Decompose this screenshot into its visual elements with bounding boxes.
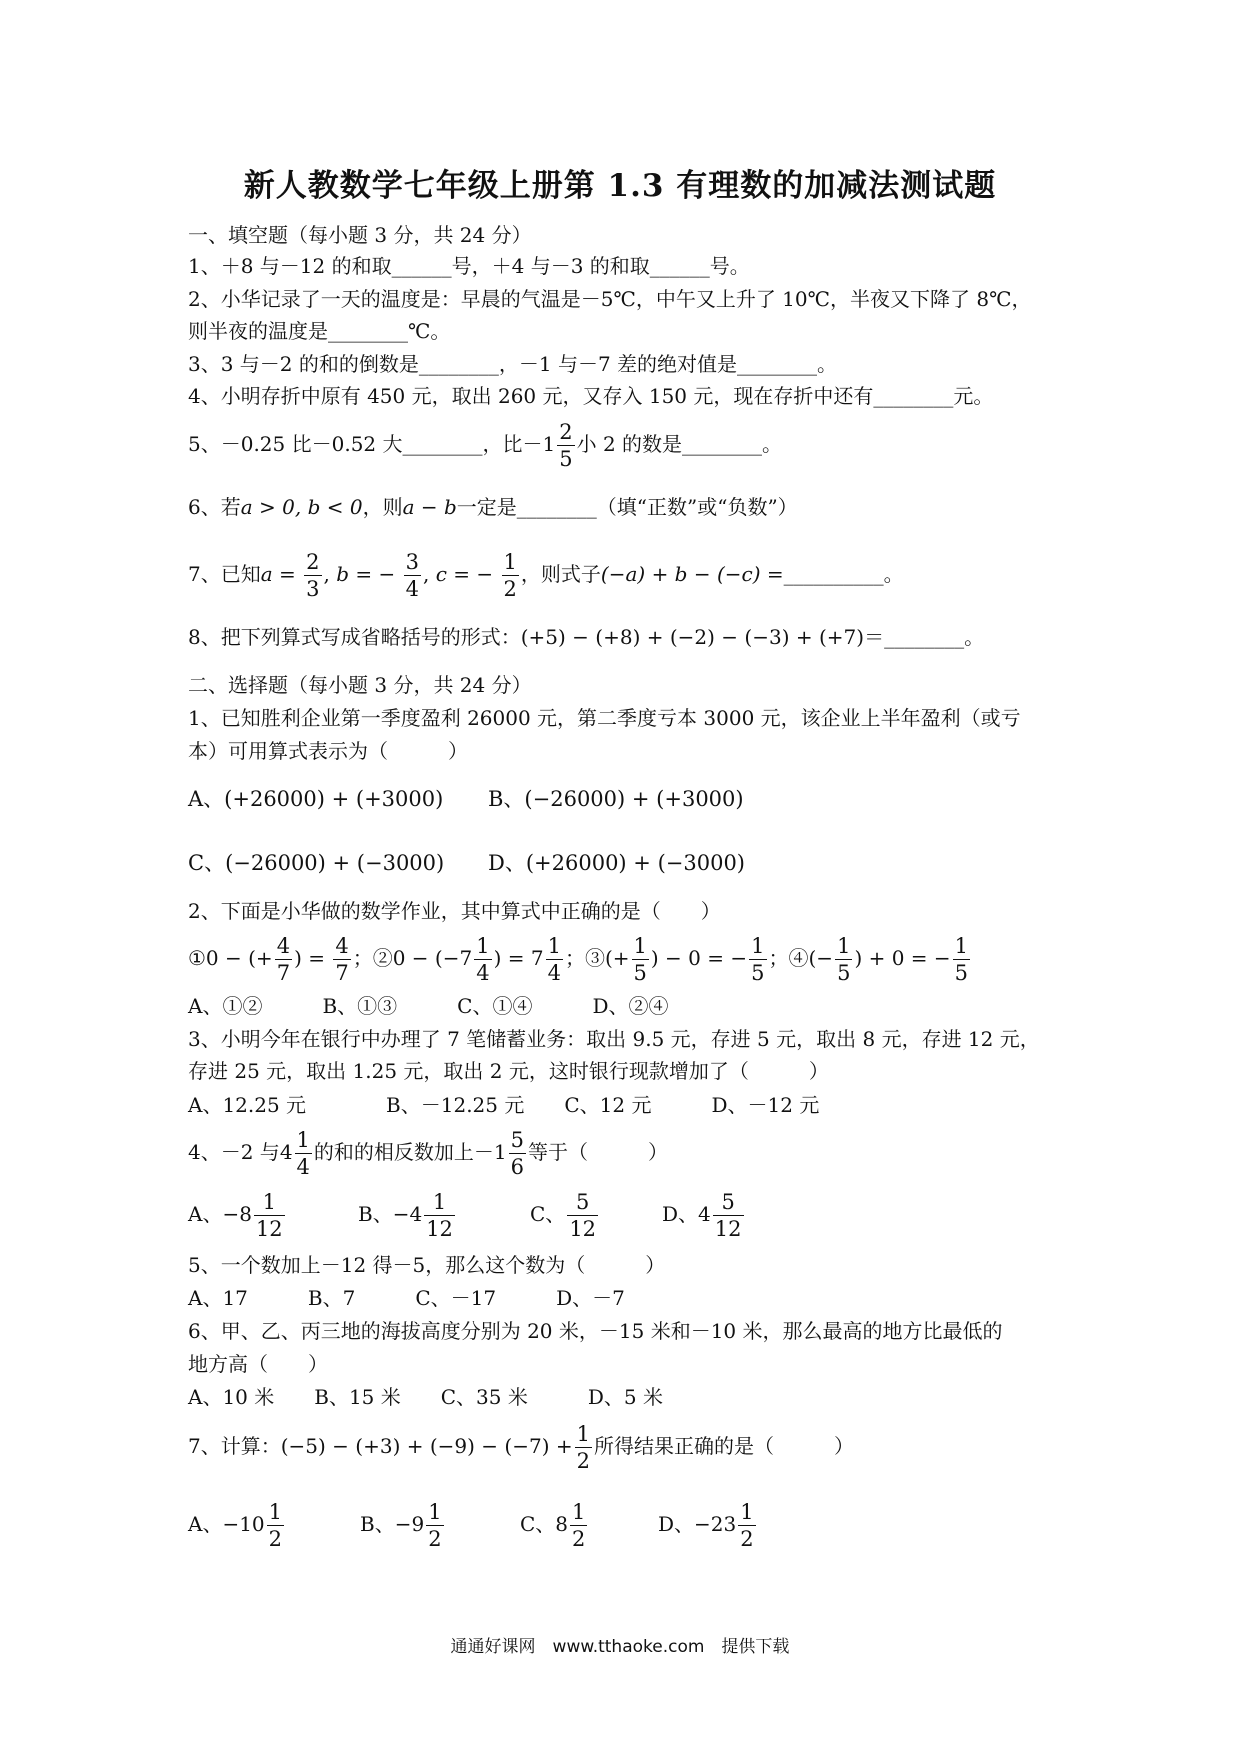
choice-q4-options: A、−8 $\frac{1}{12}$ B、−4 $\frac{1}{12}$ C、 $\frac{5}{12}$ D、4 $\frac{5}{12}$: [188, 1190, 742, 1241]
choice-q2-options: A、①② B、①③ C、①④ D、②④: [188, 994, 669, 1018]
fill-q4: 4、小明存折中原有 450 元，取出 260 元，又存入 150 元，现在存折中还有________元。: [188, 384, 994, 408]
fill-q6: 6、若a > 0, b < 0，则a − b一定是________（填“正数”或“负数”）: [188, 495, 798, 519]
choice-q4: 4、－2 与4 $\frac{1}{4}$ 的和的相反数加上－1 $\frac{5}{6}$ 等于（ ）: [188, 1128, 669, 1179]
choice-q3-options: A、12.25 元 B、－12.25 元 C、12 元 D、－12 元: [188, 1093, 820, 1117]
section1-heading: 一、填空题（每小题 3 分，共 24 分）: [188, 223, 532, 247]
fraction-two-thirds: $\frac{2}{3}$: [306, 550, 320, 601]
choice-q6-line1: 6、甲、乙、丙三地的海拔高度分别为 20 米，－15 米和－10 米，那么最高的地方比最低的: [188, 1319, 1003, 1343]
fill-q2-line1: 2、小华记录了一天的温度是：早晨的气温是－5℃，中午又上升了 10℃，半夜又下降了 8℃，: [188, 287, 1032, 311]
fill-q8: 8、把下列算式写成省略括号的形式：(+5) − (+8) + (−2) − (−3) + (+7)＝________。: [188, 625, 985, 649]
fill-q7: 7、已知a = $\frac{2}{3}$ , b = − $\frac{3}{4}$ , c = − $\frac{1}{2}$ ，则式子(−a) + b − (−c) =__________。: [188, 550, 904, 601]
footer-credit: 通通好课网 www.tthaoke.com 提供下载: [450, 1637, 790, 1657]
choice-q1-options-cd: C、(−26000) + (−3000) D、(+26000) + (−3000): [188, 851, 745, 875]
page-title: 新人教数学七年级上册第 1.3 有理数的加减法测试题: [243, 168, 997, 204]
choice-q7-options: A、−10 $\frac{1}{2}$ B、−9 $\frac{1}{2}$ C、8 $\frac{1}{2}$ D、−23 $\frac{1}{2}$: [188, 1500, 754, 1551]
choice-q6-line2: 地方高（ ）: [188, 1352, 328, 1376]
fill-q3: 3、3 与－2 的和的倒数是________，－1 与－7 差的绝对值是________。: [188, 352, 838, 376]
fill-q5: 5、－0.25 比－0.52 大________，比－1 $\frac{2}{5}$ 小 2 的数是________。: [188, 420, 783, 471]
choice-q2-equations: ①0 − (+ $\frac{4}{7}$ ) = $\frac{4}{7}$ ；②0 − (−7 $\frac{1}{4}$ ) = 7 $\frac{1}{4}$ ；③(+ $\frac{1}{5}$ ) − 0 = − $\frac{1}{5}$ ；④(− $\frac{1}{5}$ ) + 0 = − $\frac{1}{5}$: [188, 934, 969, 985]
fill-q2-line2: 则半夜的温度是________℃。: [188, 319, 451, 343]
choice-q1-options-ab: A、(+26000) + (+3000) B、(−26000) + (+3000): [188, 787, 744, 811]
section2-heading: 二、选择题（每小题 3 分，共 24 分）: [188, 673, 532, 697]
fraction-two-fifths: $\frac{2}{5}$: [559, 420, 573, 471]
fraction-one-half: $\frac{1}{2}$: [503, 550, 517, 601]
choice-q1-line1: 1、已知胜利企业第一季度盈利 26000 元，第二季度亏本 3000 元，该企业上半年盈利（或亏: [188, 706, 1021, 730]
choice-q7: 7、计算：(−5) − (+3) + (−9) − (−7) + $\frac{1}{2}$ 所得结果正确的是（ ）: [188, 1422, 854, 1473]
fill-q1: 1、＋8 与－12 的和取______号，＋4 与－3 的和取______号。: [188, 254, 750, 278]
choice-q5-options: A、17 B、7 C、－17 D、－7: [188, 1286, 625, 1310]
choice-q3-line2: 存进 25 元，取出 1.25 元，取出 2 元，这时银行现款增加了（ ）: [188, 1059, 829, 1083]
choice-q1-line2: 本）可用算式表示为（ ）: [188, 739, 468, 763]
choice-q5: 5、一个数加上－12 得－5，那么这个数为（ ）: [188, 1253, 666, 1277]
choice-q2: 2、下面是小华做的数学作业，其中算式中正确的是（ ）: [188, 899, 721, 923]
choice-q6-options: A、10 米 B、15 米 C、35 米 D、5 米: [188, 1385, 663, 1409]
fraction-three-quarters: $\frac{3}{4}$: [405, 550, 420, 601]
choice-q3-line1: 3、小明今年在银行中办理了 7 笔储蓄业务：取出 9.5 元，存进 5 元，取出 8 元，存进 12 元，: [188, 1027, 1040, 1051]
